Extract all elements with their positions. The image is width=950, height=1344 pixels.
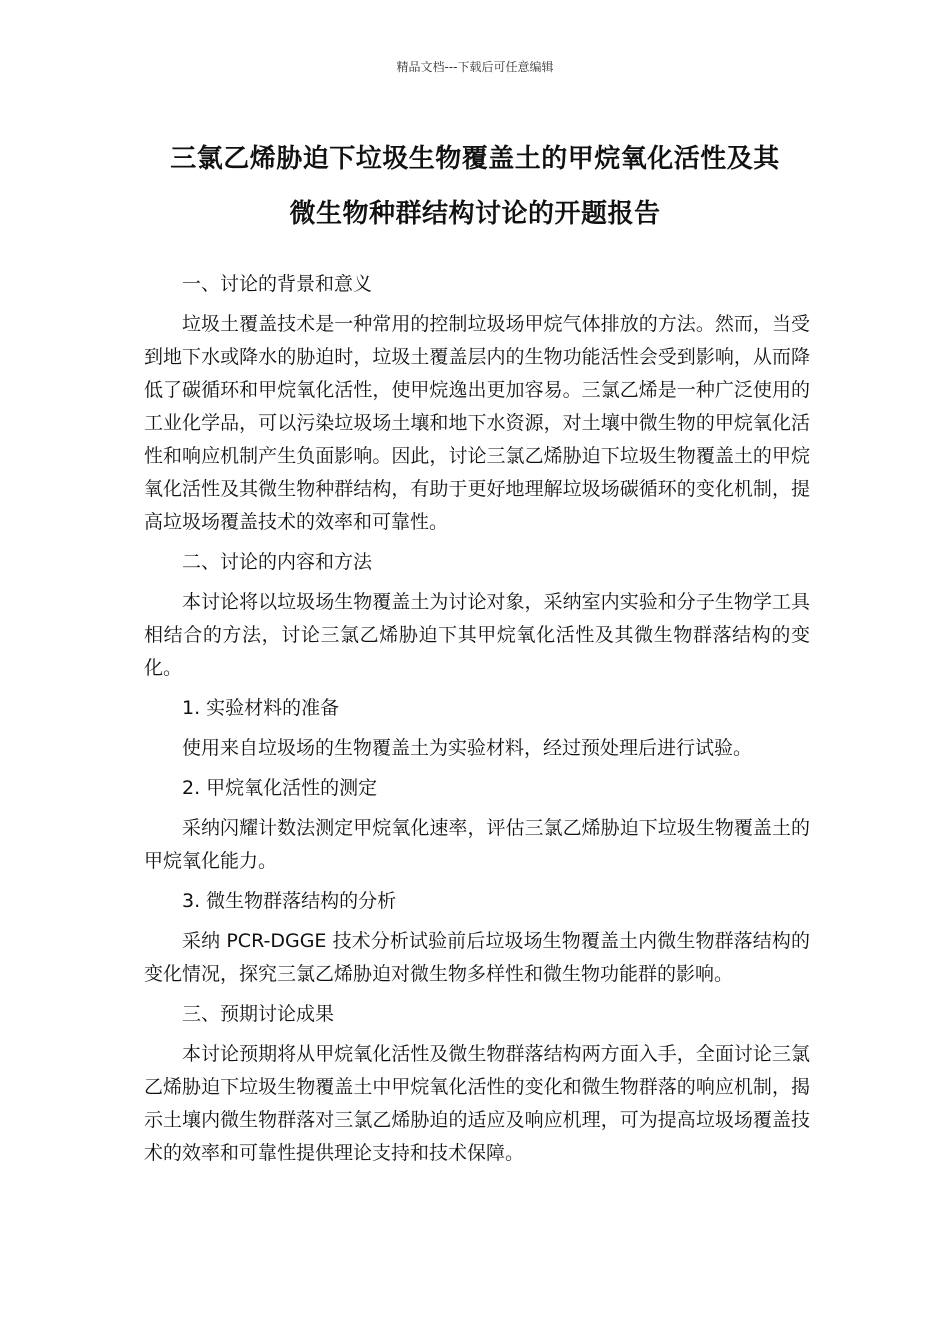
paragraph-materials: 使用来自垃圾场的生物覆盖土为实验材料，经过预处理后进行试验。 [182,737,753,759]
subheading-methane-activity: 2. 甲烷氧化活性的测定 [182,777,378,799]
subheading-materials: 1. 实验材料的准备 [182,697,340,719]
paragraph-expected-results: 本讨论预期将从甲烷氧化活性及微生物群落结构两方面入手，全面讨论三氯乙烯胁迫下垃圾生物覆盖土中甲烷氧化活性的变化和微生物群落的响应机制，揭示土壤内微生物群落对三氯乙烯胁迫的适应及响应机理，可为提高垃圾场覆盖技术的效率和可靠性提供理论支持和技术保障。 [144,1043,810,1164]
document-body [144,268,810,1177]
section-heading-background: 一、讨论的背景和意义 [182,273,373,295]
paragraph-background: 垃圾土覆盖技术是一种常用的控制垃圾场甲烷气体排放的方法。然而，当受到地下水或降水的胁迫时，垃圾土覆盖层内的生物功能活性会受到影响，从而降低了碳循环和甲烷氧化活性，使甲烷逸出更加容易。三氯乙烯是一种广泛使用的工业化学品，可以污染垃圾场土壤和地下水资源，对土壤中微生物的甲烷氧化活性和响应机制产生负面影响。因此，讨论三氯乙烯胁迫下垃圾生物覆盖土的甲烷氧化活性及其微生物种群结构，有助于更好地理解垃圾场碳循环的变化机制，提高垃圾场覆盖技术的效率和可靠性。 [144,313,810,533]
paragraph-community-analysis: 采纳 PCR-DGGE 技术分析试验前后垃圾场生物覆盖土内微生物群落结构的变化情况，探究三氯乙烯胁迫对微生物多样性和微生物功能群的影响。 [144,930,810,985]
document-title-line-1: 三氯乙烯胁迫下垃圾生物覆盖土的甲烷氧化活性及其 [170,144,780,174]
section-heading-content-method: 二、讨论的内容和方法 [182,551,373,573]
paragraph-methane-activity: 采纳闪耀计数法测定甲烷氧化速率，评估三氯乙烯胁迫下垃圾生物覆盖土的甲烷氧化能力。 [144,817,810,872]
paragraph-content-method: 本讨论将以垃圾场生物覆盖土为讨论对象，采纳室内实验和分子生物学工具相结合的方法，讨论三氯乙烯胁迫下其甲烷氧化活性及其微生物群落结构的变化。 [144,591,810,679]
document-title-line-2: 微生物种群结构讨论的开题报告 [289,199,661,229]
section-heading-expected-results: 三、预期讨论成果 [182,1003,335,1025]
subheading-community-analysis: 3. 微生物群落结构的分析 [182,890,397,912]
header-note: 精品文档---下载后可任意编辑 [396,60,554,74]
